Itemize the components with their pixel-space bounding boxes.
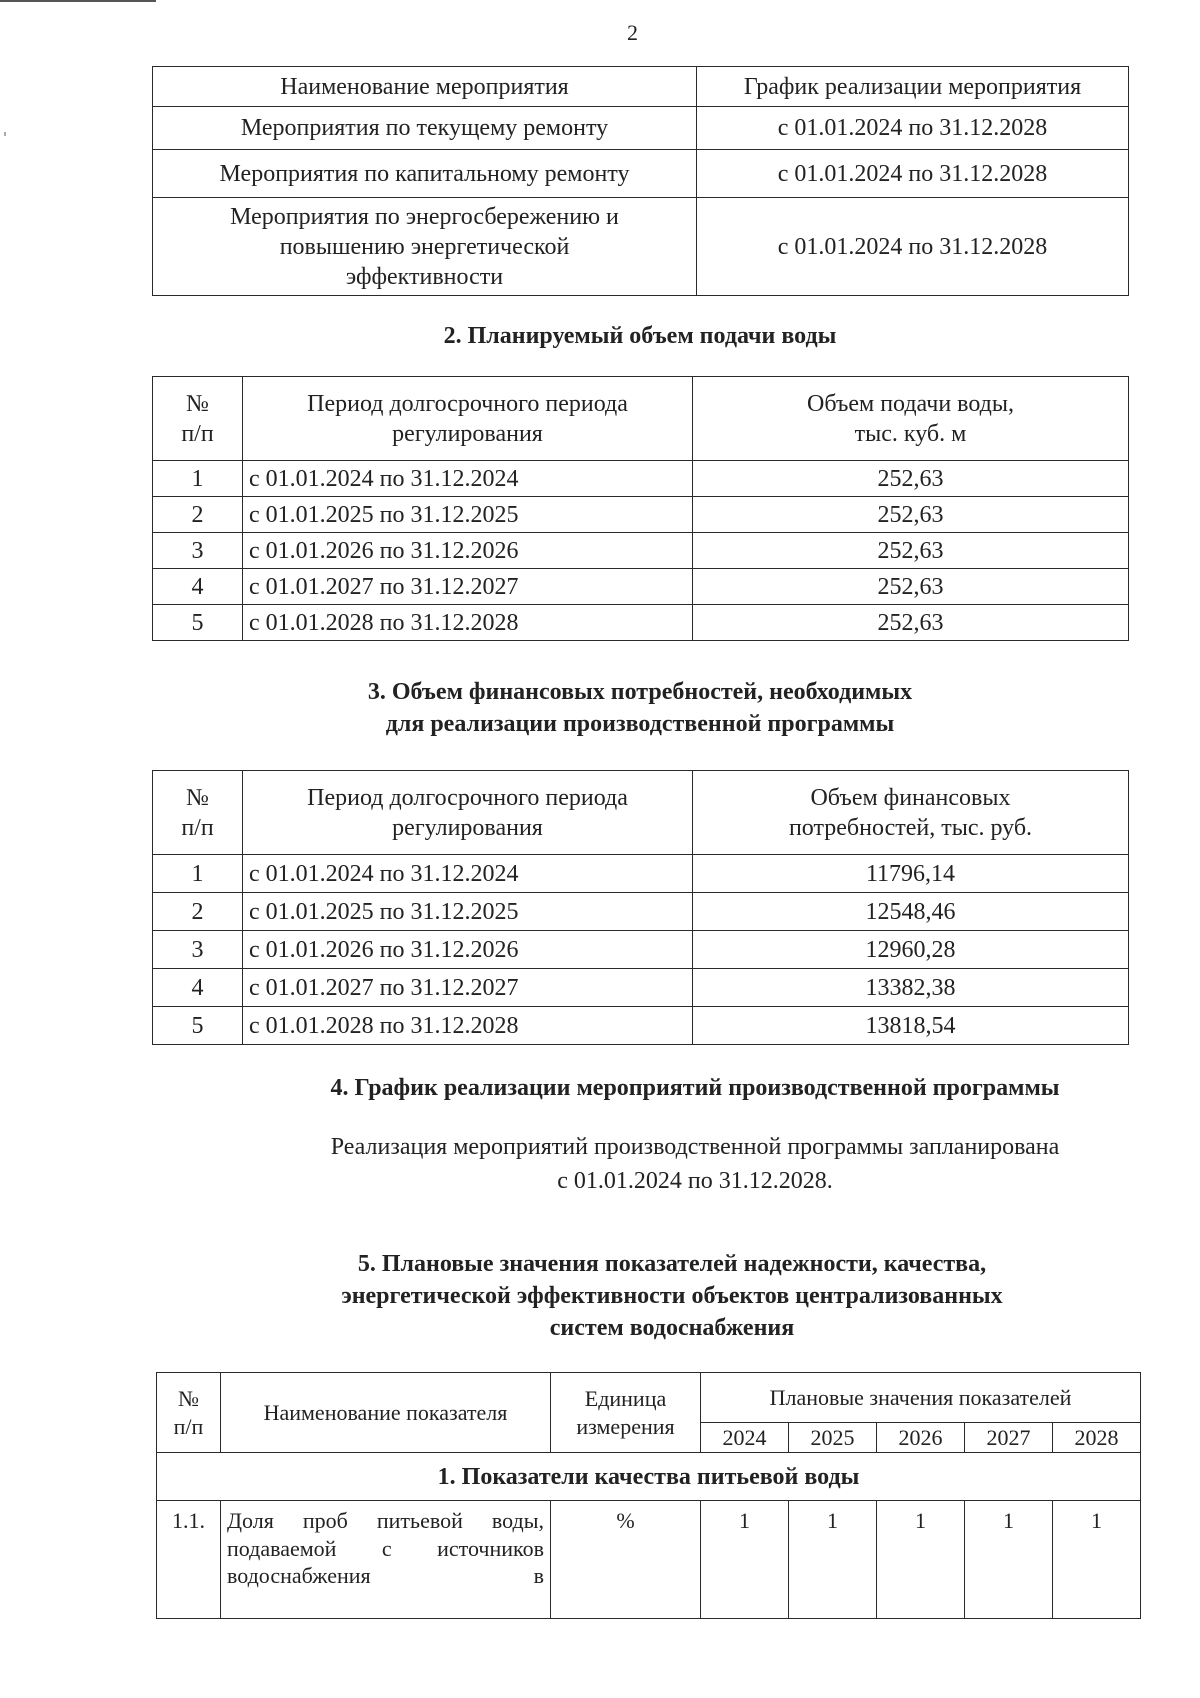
year-2025: 2025 — [789, 1423, 877, 1453]
indicators-header-unit — [551, 1373, 701, 1453]
table-row — [153, 1007, 1129, 1045]
row-period: с 01.01.2025 по 31.12.2025 — [243, 497, 693, 533]
indicator-value-2024: 1 — [701, 1501, 789, 1619]
row-value: 252,63 — [693, 497, 1129, 533]
indicators-header-num — [157, 1373, 221, 1453]
section4-text-line: с 01.01.2024 по 31.12.2028. — [557, 1168, 833, 1194]
section5-title-line: энергетической эффективности объектов централизованных — [341, 1283, 1003, 1309]
year-2026: 2026 — [877, 1423, 965, 1453]
table-row — [153, 150, 1129, 198]
row-value: 12960,28 — [693, 931, 1129, 969]
table-row — [153, 198, 1129, 296]
row-value: 13818,54 — [693, 1007, 1129, 1045]
margin-mark — [4, 132, 6, 136]
indicators-header-name: Наименование показателя — [221, 1373, 551, 1453]
indicator-value-2026: 1 — [877, 1501, 965, 1619]
header-period-line: Период долгосрочного периода — [307, 784, 628, 811]
row-number: 2 — [153, 893, 243, 931]
table-row — [153, 969, 1129, 1007]
table-row — [153, 569, 1129, 605]
row-period: с 01.01.2025 по 31.12.2025 — [243, 893, 693, 931]
row-number: 3 — [153, 931, 243, 969]
corner-line — [0, 0, 156, 2]
section5-title — [152, 1248, 1192, 1344]
row-number: 1 — [153, 461, 243, 497]
header-num-sign: № — [178, 1386, 199, 1411]
row-value: 12548,46 — [693, 893, 1129, 931]
group-title: 1. Показатели качества питьевой воды — [157, 1453, 1141, 1501]
row-number: 4 — [153, 569, 243, 605]
indicators-table — [156, 1372, 1141, 1619]
event-name — [153, 198, 697, 296]
events-header-name: Наименование мероприятия — [153, 67, 697, 107]
row-period: с 01.01.2028 по 31.12.2028 — [243, 605, 693, 641]
finance-header-num — [153, 771, 243, 855]
header-period-line: регулирования — [392, 420, 543, 447]
row-period: с 01.01.2024 по 31.12.2024 — [243, 855, 693, 893]
row-period: с 01.01.2026 по 31.12.2026 — [243, 533, 693, 569]
row-period: с 01.01.2028 по 31.12.2028 — [243, 1007, 693, 1045]
section3-title — [152, 676, 1128, 740]
section4-title: 4. График реализации мероприятий производственной программы — [330, 1075, 1060, 1101]
header-num-sign: № — [186, 784, 209, 811]
section3-title-line: 3. Объем финансовых потребностей, необходимых — [367, 679, 913, 705]
row-value: 252,63 — [693, 605, 1129, 641]
indicator-value-2025: 1 — [789, 1501, 877, 1619]
section4-text-line: Реализация мероприятий производственной программы запланирована — [330, 1134, 1060, 1160]
indicators-header-plan: Плановые значения показателей — [701, 1373, 1141, 1423]
event-name-line: повышению энергетической — [279, 233, 570, 260]
indicator-number: 1.1. — [157, 1501, 221, 1619]
events-header-row — [153, 67, 1129, 107]
header-num-pp: п/п — [181, 420, 214, 447]
event-schedule: с 01.01.2024 по 31.12.2028 — [697, 150, 1129, 198]
water-header-row — [153, 377, 1129, 461]
finance-table — [152, 770, 1129, 1045]
row-value: 11796,14 — [693, 855, 1129, 893]
row-value: 13382,38 — [693, 969, 1129, 1007]
events-table — [152, 66, 1129, 296]
row-number: 5 — [153, 605, 243, 641]
event-schedule: с 01.01.2024 по 31.12.2028 — [697, 198, 1129, 296]
header-period-line: Период долгосрочного периода — [307, 390, 628, 417]
water-volume-table — [152, 376, 1129, 641]
events-header-schedule: График реализации мероприятия — [697, 67, 1129, 107]
header-value-line: тыс. куб. м — [854, 420, 967, 447]
indicators-group-row — [157, 1453, 1141, 1501]
section4-text — [190, 1130, 1200, 1198]
table-row — [153, 497, 1129, 533]
header-value-line: потребностей, тыс. руб. — [788, 814, 1033, 841]
indicator-name-line: подаваемой с источников — [227, 1535, 544, 1561]
table-row — [153, 605, 1129, 641]
row-period: с 01.01.2027 по 31.12.2027 — [243, 969, 693, 1007]
table-row — [153, 893, 1129, 931]
header-value-line: Объем подачи воды, — [807, 390, 1014, 417]
water-header-value — [693, 377, 1129, 461]
row-number: 2 — [153, 497, 243, 533]
row-number: 1 — [153, 855, 243, 893]
header-unit-line: измерения — [576, 1413, 675, 1439]
indicators-header-row — [157, 1373, 1141, 1423]
page-number: 2 — [627, 20, 638, 45]
table-row — [153, 931, 1129, 969]
year-2028: 2028 — [1053, 1423, 1141, 1453]
row-value: 252,63 — [693, 569, 1129, 605]
indicator-value-2027: 1 — [965, 1501, 1053, 1619]
table-row — [153, 461, 1129, 497]
section2-title: 2. Планируемый объем подачи воды — [443, 323, 837, 349]
header-period-line: регулирования — [392, 814, 543, 841]
row-number: 3 — [153, 533, 243, 569]
event-schedule: с 01.01.2024 по 31.12.2028 — [697, 107, 1129, 150]
finance-header-row — [153, 771, 1129, 855]
row-period: с 01.01.2027 по 31.12.2027 — [243, 569, 693, 605]
year-2027: 2027 — [965, 1423, 1053, 1453]
row-value: 252,63 — [693, 533, 1129, 569]
finance-header-value — [693, 771, 1129, 855]
header-value-line: Объем финансовых — [810, 784, 1011, 811]
finance-header-period — [243, 771, 693, 855]
event-name-line: эффективности — [345, 263, 504, 290]
row-number: 4 — [153, 969, 243, 1007]
row-period: с 01.01.2024 по 31.12.2024 — [243, 461, 693, 497]
header-num-sign: № — [186, 390, 209, 417]
table-row — [153, 855, 1129, 893]
row-value: 252,63 — [693, 461, 1129, 497]
indicator-name-line: Доля проб питьевой воды, — [227, 1508, 544, 1533]
event-name-line: Мероприятия по энергосбережению и — [230, 203, 619, 230]
header-unit-line: Единица — [584, 1386, 667, 1411]
row-number: 5 — [153, 1007, 243, 1045]
indicator-name — [221, 1501, 551, 1619]
event-name: Мероприятия по капитальному ремонту — [153, 150, 697, 198]
year-2024: 2024 — [701, 1423, 789, 1453]
indicator-value-2028: 1 — [1053, 1501, 1141, 1619]
header-num-pp: п/п — [173, 1413, 204, 1439]
table-row — [153, 533, 1129, 569]
header-num-pp: п/п — [181, 814, 214, 841]
table-row — [157, 1501, 1141, 1619]
section5-title-line: 5. Плановые значения показателей надежности, качества, — [357, 1251, 987, 1277]
indicator-name-line: водоснабжения в — [227, 1563, 544, 1588]
row-period: с 01.01.2026 по 31.12.2026 — [243, 931, 693, 969]
indicator-unit: % — [551, 1501, 701, 1619]
water-header-period — [243, 377, 693, 461]
event-name: Мероприятия по текущему ремонту — [153, 107, 697, 150]
section3-title-line: для реализации производственной программы — [385, 711, 895, 737]
water-header-num — [153, 377, 243, 461]
section5-title-line: систем водоснабжения — [549, 1315, 795, 1341]
table-row — [153, 107, 1129, 150]
